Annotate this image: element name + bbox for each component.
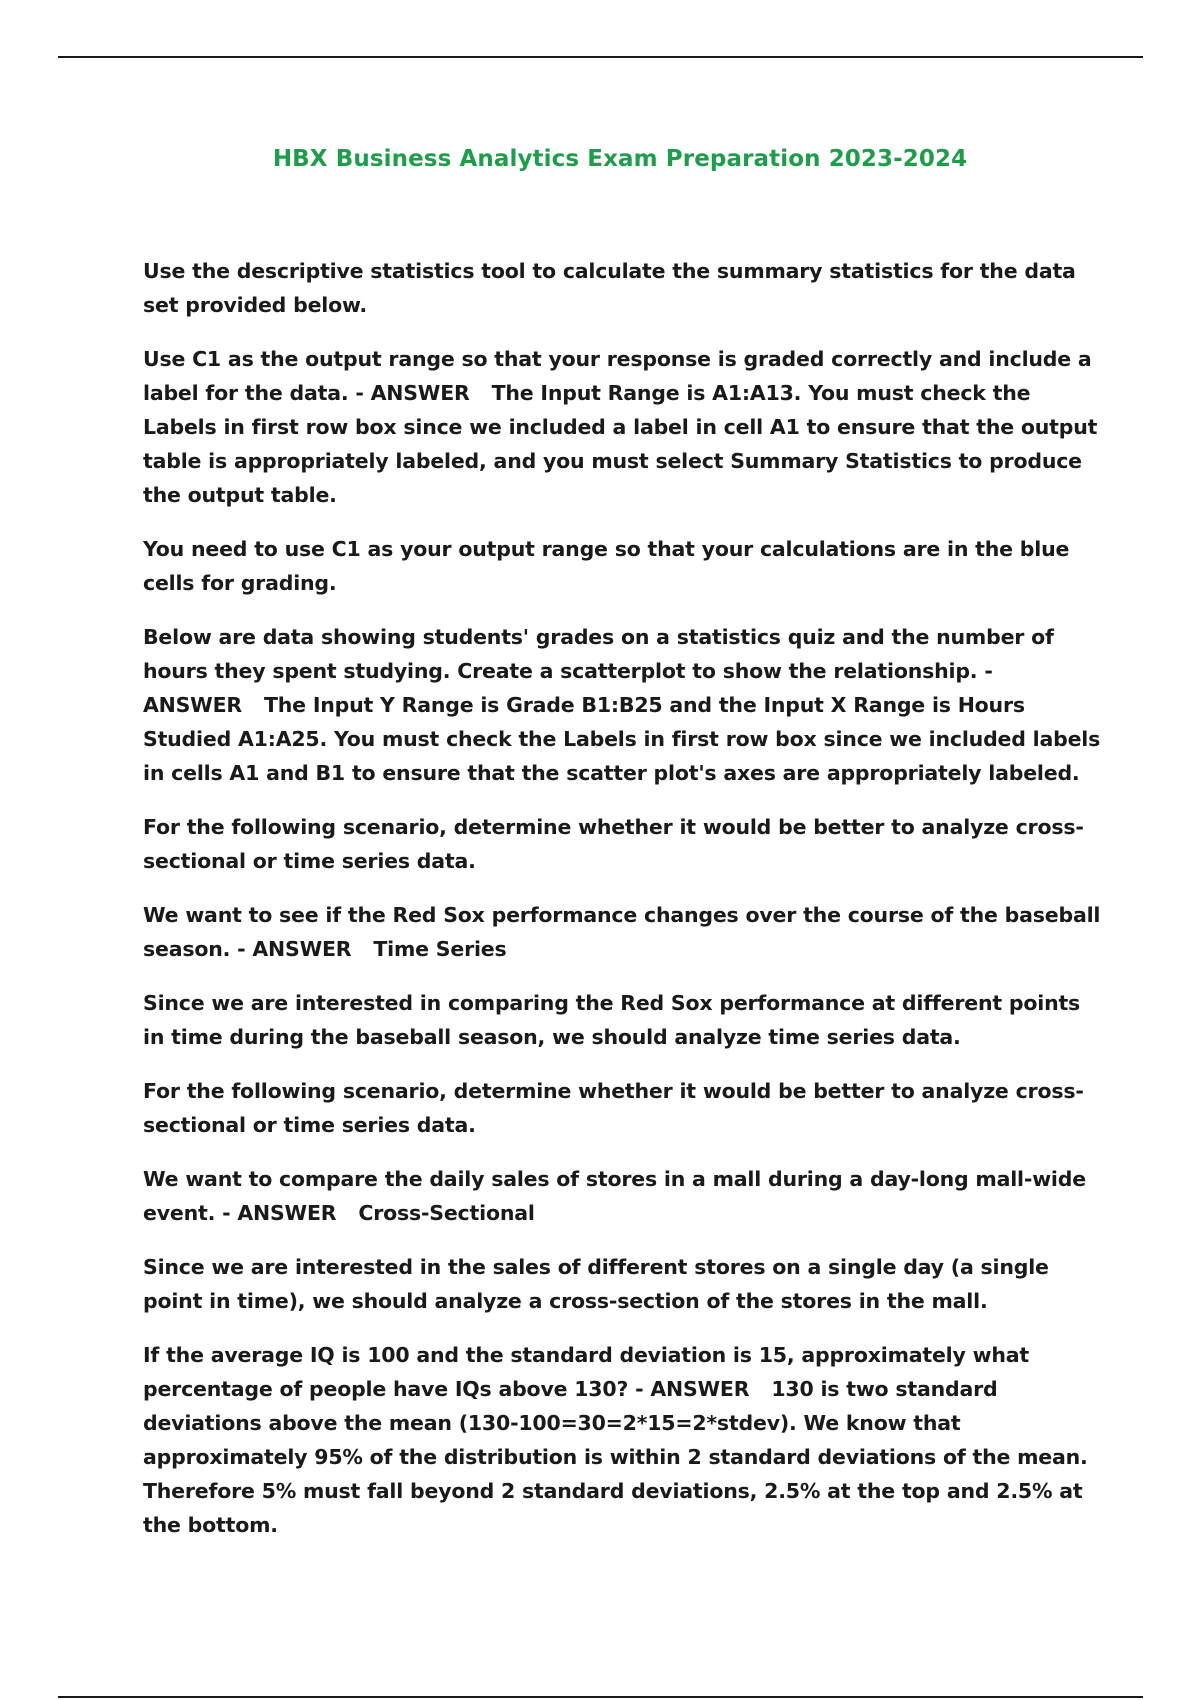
- paragraph: [143, 986, 1103, 1054]
- question-text: Use C1 as the output range so that your response is graded correctly and include a label for the data. -: [143, 347, 1092, 405]
- question-text: For the following scenario, determine whether it would be better to analyze cross-sectional or time series data.: [143, 815, 1084, 873]
- question-text: We want to see if the Red Sox performance changes over the course of the baseball season. -: [143, 903, 1101, 961]
- question-text: For the following scenario, determine whether it would be better to analyze cross-sectional or time series data.: [143, 1079, 1084, 1137]
- paragraph: [143, 810, 1103, 878]
- answer-text: The Input Range is A1:A13. You must check the Labels in first row box since we included a label in cell A1 to ensure that the output table is appropriately labeled, and you must select Summary Statistics to produce the output table.: [143, 381, 1098, 507]
- question-text: You need to use C1 as your output range so that your calculations are in the blue cells for grading.: [143, 537, 1070, 595]
- paragraph: [143, 532, 1103, 600]
- paragraph: [143, 342, 1103, 512]
- top-divider: [58, 56, 1143, 58]
- document-title: HBX Business Analytics Exam Preparation 2023-2024: [272, 146, 968, 172]
- paragraph: [143, 1074, 1103, 1142]
- question-text: If the average IQ is 100 and the standard deviation is 15, approximately what percentage of people have IQs above 130? -: [143, 1343, 1029, 1401]
- answer-text: Cross-Sectional: [358, 1201, 535, 1225]
- answer-label: ANSWER: [252, 937, 352, 961]
- document-body: [143, 254, 1103, 1562]
- paragraph: [143, 620, 1103, 790]
- question-text: We want to compare the daily sales of stores in a mall during a day-long mall-wide event. -: [143, 1167, 1086, 1225]
- answer-text: Time Series: [373, 937, 507, 961]
- answer-text: 130 is two standard deviations above the mean (130-100=30=2*15=2*stdev). We know that approximately 95% of the distribution is within 2 standard deviations of the mean. Therefore 5% must fall beyond 2 standard deviations, 2.5% at the top and 2.5% at the bottom.: [143, 1377, 1088, 1537]
- answer-label: ANSWER: [237, 1201, 337, 1225]
- answer-text: The Input Y Range is Grade B1:B25 and the Input X Range is Hours Studied A1:A25. You must check the Labels in first row box since we included labels in cells A1 and B1 to ensure that the scatter plot's axes are appropriately labeled.: [143, 693, 1101, 785]
- question-text: Below are data showing students' grades on a statistics quiz and the number of hours they spent studying. Create a scatterplot to show the relationship. -: [143, 625, 1054, 683]
- question-text: Use the descriptive statistics tool to calculate the summary statistics for the data set provided below.: [143, 259, 1076, 317]
- bottom-divider: [58, 1696, 1143, 1698]
- paragraph: [143, 1338, 1103, 1542]
- question-text: Since we are interested in comparing the Red Sox performance at different points in time during the baseball season, we should analyze time series data.: [143, 991, 1081, 1049]
- paragraph: [143, 1162, 1103, 1230]
- paragraph: [143, 254, 1103, 322]
- question-text: Since we are interested in the sales of different stores on a single day (a single point in time), we should analyze a cross-section of the stores in the mall.: [143, 1255, 1049, 1313]
- paragraph: [143, 1250, 1103, 1318]
- paragraph: [143, 898, 1103, 966]
- answer-label: ANSWER: [370, 381, 470, 405]
- answer-label: ANSWER: [143, 693, 242, 717]
- answer-label: ANSWER: [650, 1377, 750, 1401]
